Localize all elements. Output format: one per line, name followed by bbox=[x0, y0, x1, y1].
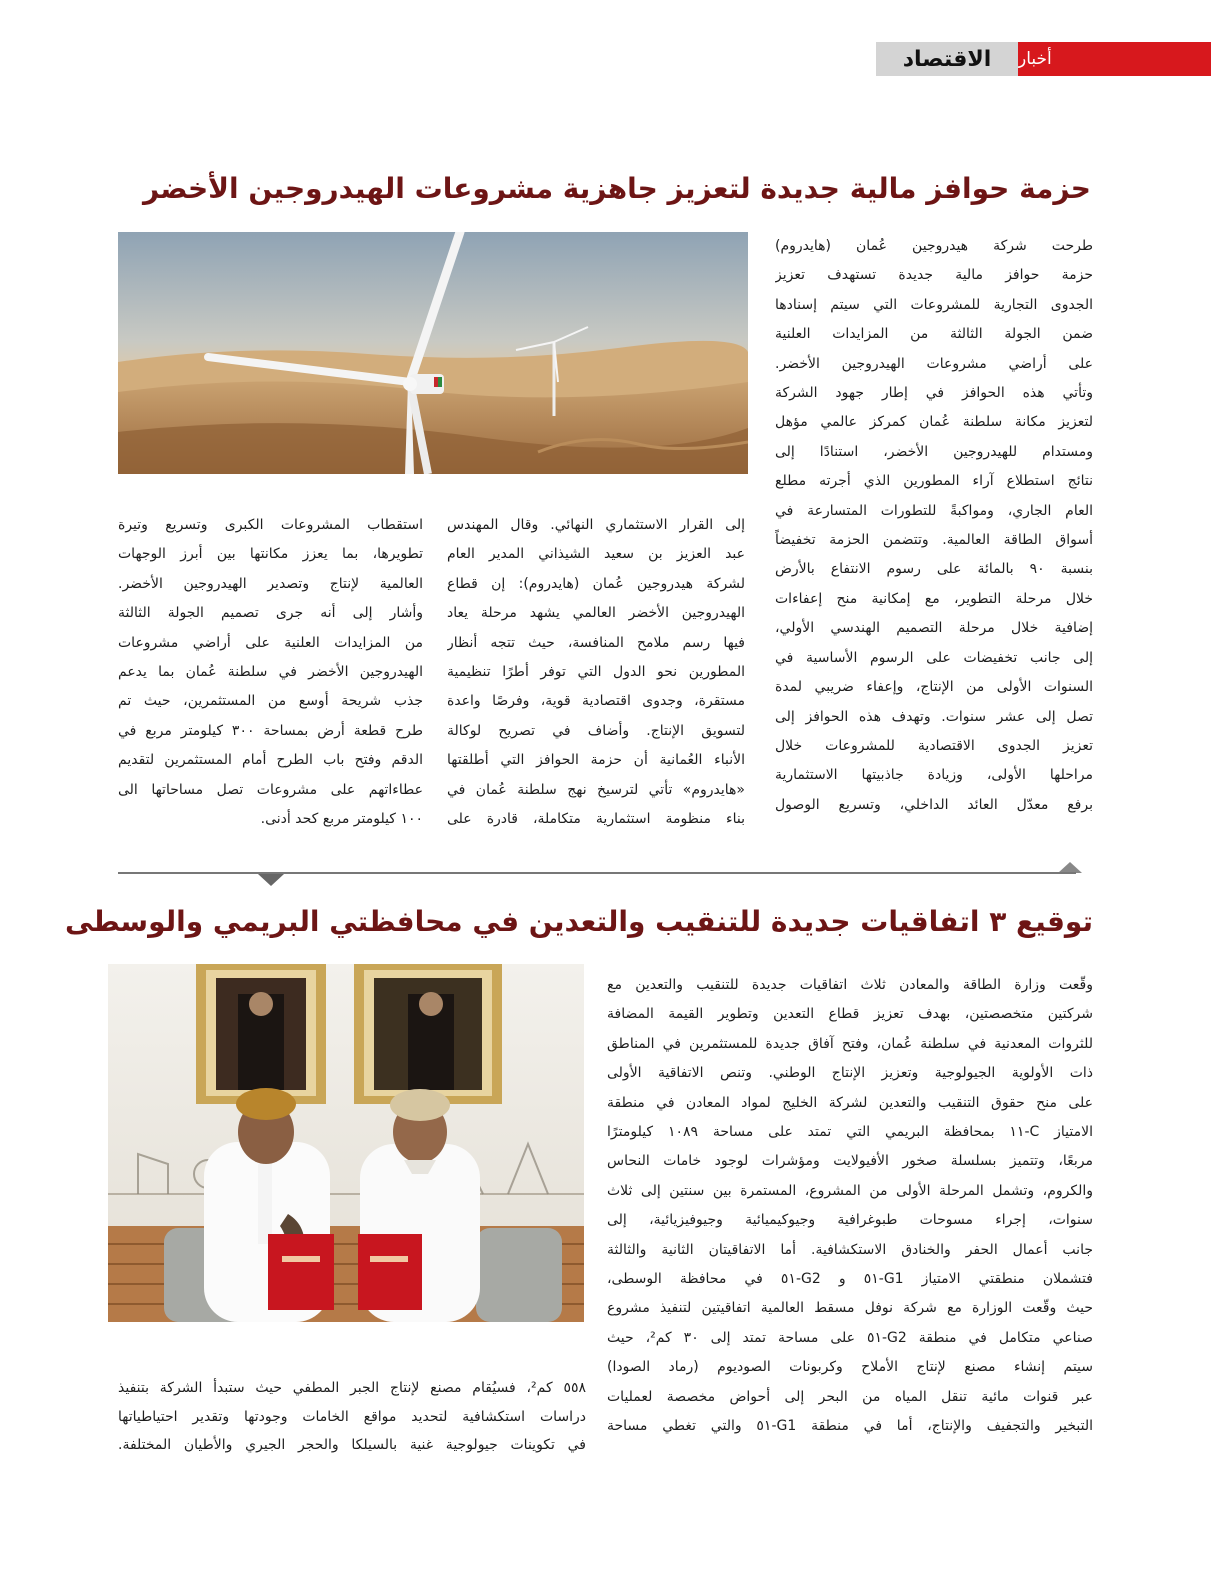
text-line: شركتين متخصصتين، بهدف تعزيز قطاع التعدين وتطوير القيمة المضافة bbox=[607, 1006, 1093, 1023]
text-line: «هايدروم» تأتي لترسيخ نهج سلطنة عُمان في bbox=[447, 781, 745, 798]
magazine-logo: الاقتصاد bbox=[876, 42, 1018, 76]
text-line: من المزايدات العلنية على أراضي مشروعات bbox=[118, 634, 423, 651]
text-line: إلى القرار الاستثماري النهائي. وقال المهندس bbox=[447, 517, 745, 533]
text-line: خلال مرحلة التطوير، مع إمكانية منح إعفاءات bbox=[775, 590, 1093, 607]
text-line: الهيدروجين الأخضر في سلطنة عُمان بما يدعم bbox=[118, 664, 423, 681]
text-line: جانب أعمال الحفر والخنادق الاستكشافية. أما الاتفاقيتان الثانية والثالثة bbox=[607, 1241, 1093, 1258]
article1-column-right bbox=[775, 232, 1093, 820]
text-line: فتشملان منطقتي الامتياز G1-٥١ و G2-٥١ في محافظة الوسطى، bbox=[607, 1271, 1093, 1288]
divider-arrow-down-icon bbox=[258, 874, 284, 886]
text-line: ومستدام للهيدروجين الأخضر، استنادًا إلى bbox=[775, 443, 1093, 460]
text-line: صناعي متكامل في منطقة G2-٥١ على مساحة تمتد إلى ٣٠ كم²، حيث bbox=[607, 1329, 1093, 1346]
text-line: حيث وقّعت الوزارة مع شركة نوفل مسقط العالمية اتفاقيتين لتنفيذ مشروع bbox=[607, 1300, 1093, 1317]
text-line: عبر قنوات مائية تنقل المياه من البحر إلى أحواض مخصصة لعمليات bbox=[607, 1388, 1093, 1405]
text-line: حزمة حوافز مالية جديدة تستهدف تعزيز bbox=[775, 267, 1093, 284]
text-line: سيتم إنشاء مصنع لإنتاج الأملاح وكربونات الصوديوم (رماد الصودا) bbox=[607, 1359, 1093, 1376]
text-line: وتأتي هذه الحوافز في إطار جهود الشركة bbox=[775, 385, 1093, 402]
text-line: في تكوينات جيولوجية غنية بالسيلكا والحجر الجيري والأطيان المختلفة. bbox=[118, 1437, 586, 1453]
text-line: المطورين نحو الدول التي توفر أطرًا تنظيمية bbox=[447, 664, 745, 681]
text-line: عبد العزيز بن سعيد الشيذاني المدير العام bbox=[447, 546, 745, 563]
text-line: بنسبة ٩٠ بالمائة على رسوم الانتفاع بالأرض bbox=[775, 561, 1093, 578]
text-line: طرحت شركة هيدروجين عُمان (هايدروم) bbox=[775, 238, 1093, 254]
section-label-band bbox=[1018, 42, 1211, 76]
text-line: مربعًا، وتتميز بسلسلة صخور الأفيولايت ومؤشرات لوجود خامات النحاس bbox=[607, 1153, 1093, 1170]
text-line: ٥٥٨ كم²، فسيُقام مصنع لإنتاج الجبر المطفي حيث ستبدأ الشركة بتنفيذ bbox=[118, 1380, 586, 1396]
text-line: العالمية لإنتاج وتصدير الهيدروجين الأخضر. bbox=[118, 575, 423, 592]
text-line: ضمن الجولة الثالثة من المزايدات العلنية bbox=[775, 326, 1093, 343]
text-line: مستقرة، وجدوى اقتصادية قوية، وفرصًا واعدة bbox=[447, 693, 745, 710]
signing-ceremony-photo bbox=[108, 964, 584, 1322]
text-line: الدقم وفتح باب الطرح أمام المستثمرين لتقديم bbox=[118, 752, 423, 769]
text-line: التبخير والتجفيف والإنتاج، أما في منطقة G1-٥١ والتي تغطي مساحة bbox=[607, 1418, 1093, 1435]
text-line: والكروم، وتشمل المرحلة الأولى من المشروع، المستمرة بين سنتين إلى ثلاث bbox=[607, 1182, 1093, 1199]
text-line: السنوات الأولى من الإنتاج، وإعفاء ضريبي لمدة bbox=[775, 679, 1093, 696]
wind-turbine-photo bbox=[118, 232, 748, 474]
text-line: الهيدروجين الأخضر العالمي يشهد مرحلة يعاد bbox=[447, 605, 745, 622]
text-line: ١٠٠ كيلومتر مربع كحد أدنى. bbox=[260, 811, 423, 828]
text-line: عطاءاتهم على مشروعات تصل مساحاتها الى bbox=[118, 781, 423, 798]
text-line: الجدوى التجارية للمشروعات التي سيتم إسنادها bbox=[775, 296, 1093, 313]
section-header bbox=[876, 42, 1211, 76]
text-line: العام الجاري، ومواكبةً للتطورات المتسارعة في bbox=[775, 502, 1093, 519]
section-label: أخبار bbox=[1018, 49, 1052, 69]
text-line: لشركة هيدروجين عُمان (هايدروم): إن قطاع bbox=[447, 575, 745, 592]
text-line: ذات الأولوية الجيولوجية وتعزيز الإنتاج الوطني. وتنص الاتفاقية الأولى bbox=[607, 1065, 1093, 1082]
text-line: دراسات استكشافية لتحديد مواقع الخامات وجودتها وتقدير احتياطياتها bbox=[118, 1408, 586, 1425]
text-line: على أراضي مشروعات الهيدروجين الأخضر. bbox=[775, 355, 1093, 372]
article2-image bbox=[108, 964, 584, 1322]
text-line: لتعزيز مكانة سلطنة عُمان كمركز عالمي مؤهل bbox=[775, 414, 1093, 431]
text-line: مراحلها الأولى، وزيادة جاذبيتها الاستثمارية bbox=[775, 767, 1093, 784]
text-line: إلى جانب تخفيضات على الرسوم الأساسية في bbox=[775, 649, 1093, 666]
article1-headline: حزمة حوافز مالية جديدة لتعزيز جاهزية مشروعات الهيدروجين الأخضر bbox=[142, 172, 1091, 205]
text-line: بناء منظومة استثمارية متكاملة، قادرة على bbox=[447, 811, 745, 828]
text-line: نتائج استطلاع آراء المطورين الذي أجرته مطلع bbox=[775, 473, 1093, 490]
article2-column-right bbox=[607, 971, 1093, 1442]
text-line: وقّعت وزارة الطاقة والمعادن ثلاث اتفاقيات جديدة للتنقيب والتعدين مع bbox=[607, 977, 1093, 993]
text-line: برفع معدّل العائد الداخلي، وتسريع الوصول bbox=[775, 796, 1093, 813]
text-line: تعزيز الجدوى الاقتصادية للمشروعات خلال bbox=[775, 737, 1093, 754]
article1-column-left bbox=[118, 511, 423, 834]
text-line: الأنباء العُمانية أن حزمة الحوافز التي أطلقتها bbox=[447, 752, 745, 769]
text-line: جذب شريحة أوسع من المستثمرين، حيث تم bbox=[118, 693, 423, 710]
text-line: استقطاب المشروعات الكبرى وتسريع وتيرة bbox=[118, 517, 423, 533]
text-line: للثروات المعدنية في سلطنة عُمان، وفتح آفاق جديدة للمستثمرين في المناطق bbox=[607, 1035, 1093, 1052]
article2-column-bottom bbox=[118, 1374, 586, 1460]
text-line: سنوات، إجراء مسوحات طبوغرافية وجيوكيميائية وجيوفيزيائية، إلى bbox=[607, 1212, 1093, 1229]
text-line: تطويرها، بما يعزز مكانتها بين أبرز الوجهات bbox=[118, 546, 423, 563]
text-line: طرح قطعة أرض بمساحة ٣٠٠ كيلومتر مربع في bbox=[118, 722, 423, 739]
text-line: لتسويق الإنتاج. وأضاف في تصريح لوكالة bbox=[447, 722, 745, 739]
text-line: تصل إلى عشر سنوات. وتهدف هذه الحوافز إلى bbox=[775, 708, 1093, 725]
text-line: وأشار إلى أنه جرى تصميم الجولة الثالثة bbox=[118, 605, 423, 622]
article1-column-middle bbox=[447, 511, 745, 834]
article1-image bbox=[118, 232, 748, 474]
text-line: الامتياز C-١١ بمحافظة البريمي التي تمتد على مساحة ١٠٨٩ كيلومترًا bbox=[607, 1124, 1093, 1141]
text-line: إضافية خلال مرحلة التصميم الهندسي الأولي، bbox=[775, 620, 1093, 637]
text-line: على منح حقوق التنقيب والتعدين لشركة الخليج لمواد المعادن في منطقة bbox=[607, 1094, 1093, 1111]
text-line: فيها رسم ملامح المنافسة، حيث تتجه أنظار bbox=[447, 634, 745, 651]
article2-headline: توقيع ٣ اتفاقيات جديدة للتنقيب والتعدين في محافظتي البريمي والوسطى bbox=[64, 905, 1093, 938]
text-line: أسواق الطاقة العالمية. وتتضمن الحزمة تخفيضاً bbox=[775, 532, 1093, 549]
